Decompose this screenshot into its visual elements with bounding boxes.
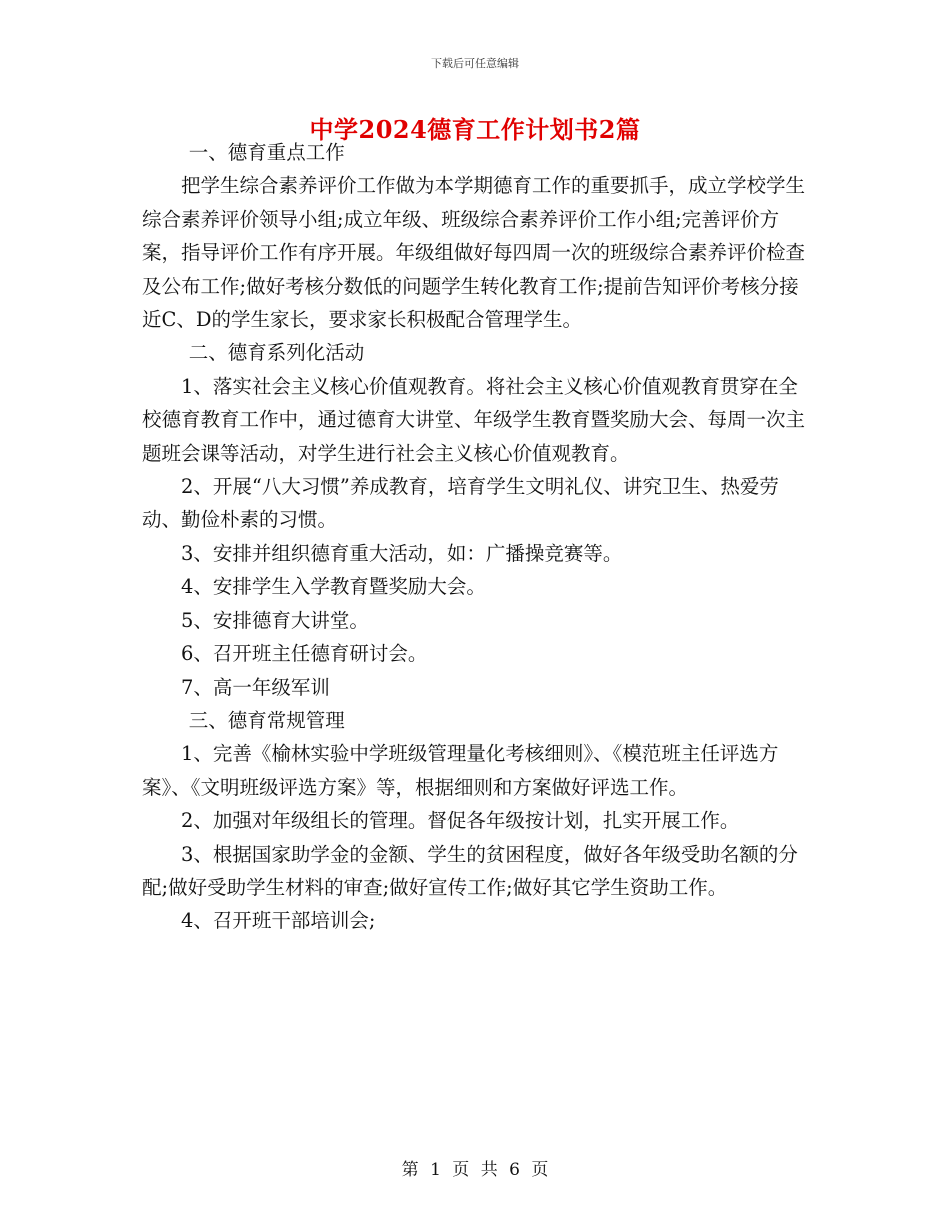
section-heading: 二、德育系列化活动 (188, 341, 365, 365)
paragraph: 把学生综合素养评价工作做为本学期德育工作的重要抓手，成立学校学生综合素养评价领导小组;成立年级、班级综合素养评价工作小组;完善评价方案，指导评价工作有序开展。年级组做好每四周一次的班级综合素养评价检查及公布工作;做好考核分数低的问题学生转化教育工作;提前告知评价考核分接近C、D的学生家长，要求家长积极配合管理学生。 (142, 174, 806, 332)
paragraph: 1、落实社会主义核心价值观教育。将社会主义核心价值观教育贯穿在全校德育教育工作中，通过德育大讲堂、年级学生教育暨奖励大会、每周一次主题班会课等活动，对学生进行社会主义核心价值观教育。 (142, 374, 806, 465)
page-footer: 第 1 页 共 6 页 (401, 1160, 549, 1180)
paragraph: 6、召开班主任德育研讨会。 (181, 642, 428, 666)
paragraph: 3、安排并组织德育重大活动，如：广播操竞赛等。 (181, 541, 623, 565)
header-note: 下载后可任意编辑 (431, 57, 519, 70)
document-body (142, 136, 808, 938)
section-heading: 三、德育常规管理 (188, 708, 345, 732)
paragraph: 7、高一年级军训 (181, 675, 330, 699)
section-heading: 一、德育重点工作 (188, 141, 345, 164)
paragraph: 4、安排学生入学教育暨奖励大会。 (181, 575, 486, 599)
document-title: 中学2024德育工作计划书2篇 (309, 115, 641, 144)
paragraph: 2、开展“八大习惯”养成教育，培育学生文明礼仪、讲究卫生、热爱劳动、勤俭朴素的习惯。 (142, 475, 779, 532)
paragraph: 5、安排德育大讲堂。 (181, 608, 369, 632)
paragraph: 1、完善《榆林实验中学班级管理量化考核细则》、《模范班主任评选方案》、《文明班级评选方案》等，根据细则和方案做好评选工作。 (142, 742, 779, 799)
paragraph: 2、加强对年级组长的管理。督促各年级按计划，扎实开展工作。 (181, 809, 740, 833)
paragraph: 4、召开班干部培训会; (181, 909, 376, 933)
paragraph: 3、根据国家助学金的金额、学生的贫困程度，做好各年级受助名额的分配;做好受助学生材料的审查;做好宣传工作;做好其它学生资助工作。 (142, 842, 798, 899)
